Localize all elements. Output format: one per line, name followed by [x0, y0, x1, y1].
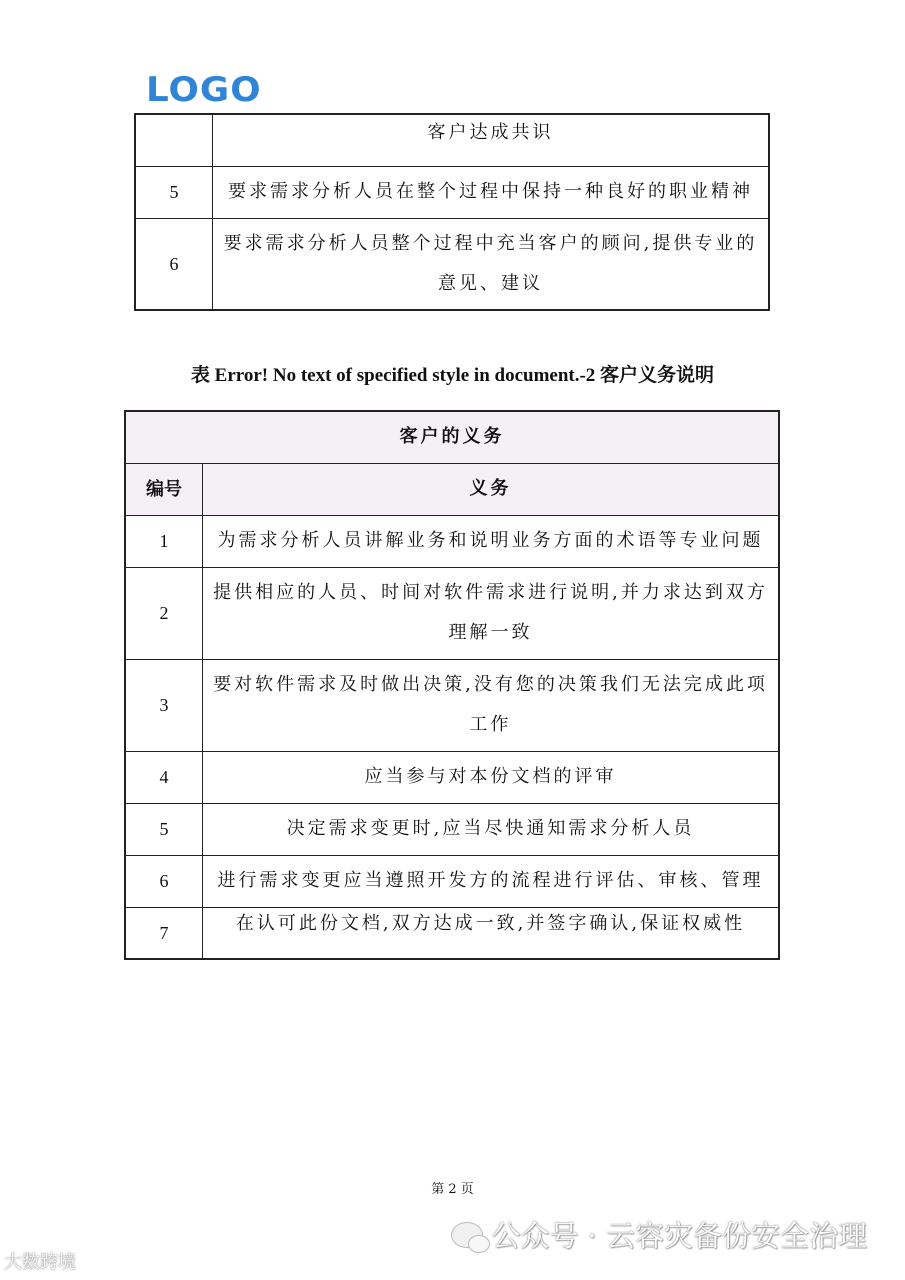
table-requirements-analyst: [134, 113, 770, 311]
cell-number: 5: [135, 166, 213, 218]
cell-text: 要求需求分析人员在整个过程中保持一种良好的职业精神: [213, 166, 770, 218]
cell-text: 决定需求变更时,应当尽快通知需求分析人员: [203, 803, 780, 855]
table-header-row: [125, 463, 779, 515]
cell-number: 2: [125, 567, 203, 659]
table-row: [125, 567, 779, 659]
cell-number: 3: [125, 659, 203, 751]
table-caption: 表 Error! No text of specified style in document.-2 客户义务说明: [190, 365, 715, 386]
cell-number: 7: [125, 907, 203, 959]
cell-number: 5: [125, 803, 203, 855]
table-title-row: [125, 411, 779, 463]
page-number: 第 2 页: [431, 1182, 474, 1197]
column-header-number: 编号: [125, 463, 203, 515]
column-header-obligation: 义务: [203, 463, 780, 515]
cell-text: 为需求分析人员讲解业务和说明业务方面的术语等专业问题: [203, 515, 780, 567]
table-row: [125, 751, 779, 803]
cell-text: 应当参与对本份文档的评审: [203, 751, 780, 803]
watermark: [451, 1214, 867, 1255]
table-row: [135, 114, 769, 166]
cell-text: 客户达成共识: [213, 114, 770, 166]
table-title: 客户的义务: [125, 411, 779, 463]
table-row: [125, 907, 779, 959]
table-row: [125, 803, 779, 855]
cell-number: [135, 114, 213, 166]
wechat-icon: [451, 1222, 483, 1248]
cell-number: 4: [125, 751, 203, 803]
cell-text: 进行需求变更应当遵照开发方的流程进行评估、审核、管理: [203, 855, 780, 907]
cell-number: 1: [125, 515, 203, 567]
table-customer-obligations: [124, 410, 780, 960]
cell-text: 在认可此份文档,双方达成一致,并签字确认,保证权威性: [203, 907, 780, 959]
table-row: [125, 659, 779, 751]
watermark-text: 公众号 · 云容灾备份安全治理: [491, 1219, 867, 1253]
cell-text: 要求需求分析人员整个过程中充当客户的顾问,提供专业的意见、建议: [213, 218, 770, 310]
cell-text: 要对软件需求及时做出决策,没有您的决策我们无法完成此项工作: [203, 659, 780, 751]
table-row: [125, 855, 779, 907]
table-row: [125, 515, 779, 567]
cell-text: 提供相应的人员、时间对软件需求进行说明,并力求达到双方理解一致: [203, 567, 780, 659]
logo: LOGO: [146, 70, 262, 110]
table-row: [135, 166, 769, 218]
cell-number: 6: [135, 218, 213, 310]
corner-watermark: 大数跨境: [4, 1252, 76, 1273]
table-row: [135, 218, 769, 310]
cell-number: 6: [125, 855, 203, 907]
